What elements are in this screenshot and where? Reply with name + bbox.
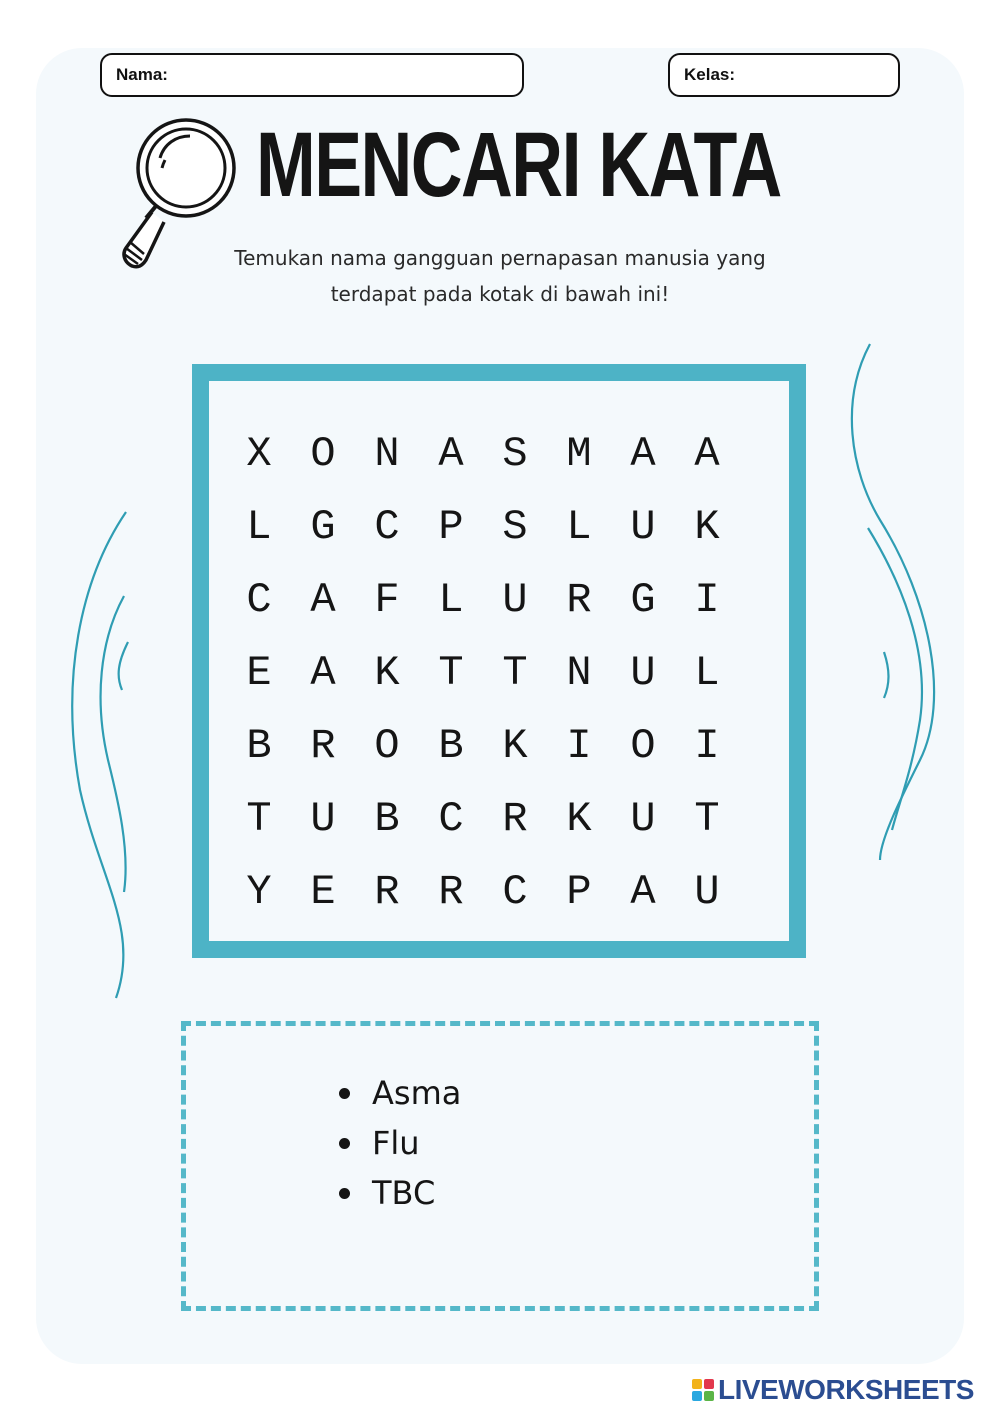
grid-letter[interactable]: A	[694, 430, 720, 478]
grid-letter[interactable]: A	[310, 649, 336, 697]
word-list-item	[335, 1168, 461, 1218]
grid-letter[interactable]: M	[566, 430, 592, 478]
grid-letter[interactable]: R	[310, 722, 336, 770]
grid-letter[interactable]: T	[502, 649, 528, 697]
grid-letter[interactable]: A	[630, 868, 656, 916]
instruction-line-2: terdapat pada kotak di bawah ini!	[330, 282, 670, 306]
grid-letter[interactable]: U	[310, 795, 336, 843]
word-search-grid	[192, 364, 806, 958]
word-list-box	[181, 1021, 819, 1311]
bullet-icon	[339, 1188, 350, 1199]
grid-letter[interactable]: I	[566, 722, 592, 770]
grid-letter[interactable]: I	[694, 722, 720, 770]
grid-letter[interactable]: T	[438, 649, 464, 697]
grid-letter[interactable]: E	[310, 868, 336, 916]
grid-letter[interactable]: U	[630, 795, 656, 843]
grid-letter[interactable]: E	[246, 649, 272, 697]
grid-letter[interactable]: A	[438, 430, 464, 478]
class-label: Kelas:	[684, 65, 736, 84]
grid-letter[interactable]: O	[374, 722, 400, 770]
grid-letter[interactable]: U	[630, 503, 656, 551]
grid-letter[interactable]: T	[246, 795, 272, 843]
grid-letter[interactable]: S	[502, 503, 528, 551]
liveworksheets-logo-icon	[692, 1379, 714, 1401]
grid-letter[interactable]: K	[502, 722, 528, 770]
grid-letter[interactable]: B	[246, 722, 272, 770]
grid-letter[interactable]: C	[374, 503, 400, 551]
word-asma: Asma	[372, 1074, 462, 1112]
name-label: Nama:	[116, 65, 168, 84]
word-tbc: TBC	[372, 1174, 436, 1212]
grid-letter[interactable]: L	[694, 649, 720, 697]
grid-letter[interactable]: N	[566, 649, 592, 697]
grid-letter[interactable]: B	[438, 722, 464, 770]
grid-letter[interactable]: L	[438, 576, 464, 624]
grid-letter[interactable]: N	[374, 430, 400, 478]
grid-letter[interactable]: L	[566, 503, 592, 551]
grid-letter[interactable]: G	[630, 576, 656, 624]
grid-letter[interactable]: F	[374, 576, 400, 624]
grid-letter[interactable]: K	[374, 649, 400, 697]
word-list-item	[335, 1068, 461, 1118]
grid-letter[interactable]: A	[310, 576, 336, 624]
grid-letter[interactable]: R	[438, 868, 464, 916]
class-input[interactable]	[741, 59, 952, 91]
grid-letter[interactable]: I	[694, 576, 720, 624]
grid-letter[interactable]: R	[374, 868, 400, 916]
grid-letter[interactable]: P	[438, 503, 464, 551]
grid-letter[interactable]: R	[502, 795, 528, 843]
word-flu: Flu	[372, 1124, 420, 1162]
page-title: MENCARI KATA	[256, 114, 781, 216]
instruction-text	[180, 240, 820, 312]
word-list	[335, 1068, 461, 1218]
name-field[interactable]	[100, 53, 524, 97]
bullet-icon	[339, 1088, 350, 1099]
word-list-item	[335, 1118, 461, 1168]
name-input[interactable]	[174, 59, 522, 91]
grid-letter[interactable]: X	[246, 430, 272, 478]
grid-letter[interactable]: T	[694, 795, 720, 843]
grid-letter[interactable]: K	[694, 503, 720, 551]
grid-letter[interactable]: C	[502, 868, 528, 916]
grid-letter[interactable]: C	[438, 795, 464, 843]
grid-letter[interactable]: A	[630, 430, 656, 478]
grid-letter[interactable]: L	[246, 503, 272, 551]
grid-letter[interactable]: C	[246, 576, 272, 624]
grid-letter[interactable]: S	[502, 430, 528, 478]
grid-letter[interactable]: R	[566, 576, 592, 624]
grid-letter[interactable]: G	[310, 503, 336, 551]
grid-letter[interactable]: U	[502, 576, 528, 624]
grid-letter[interactable]: K	[566, 795, 592, 843]
instruction-line-1: Temukan nama gangguan pernapasan manusia yang	[234, 246, 766, 270]
grid-letter[interactable]: B	[374, 795, 400, 843]
grid-letter[interactable]: U	[630, 649, 656, 697]
brand-name: LIVEWORKSHEETS	[718, 1374, 974, 1405]
class-field[interactable]	[668, 53, 900, 97]
liveworksheets-logo[interactable]	[692, 1376, 974, 1404]
grid-letter[interactable]: O	[630, 722, 656, 770]
grid-letter[interactable]: O	[310, 430, 336, 478]
grid-letter[interactable]: P	[566, 868, 592, 916]
grid-letter[interactable]: U	[694, 868, 720, 916]
grid-letter[interactable]: Y	[246, 868, 272, 916]
bullet-icon	[339, 1138, 350, 1149]
